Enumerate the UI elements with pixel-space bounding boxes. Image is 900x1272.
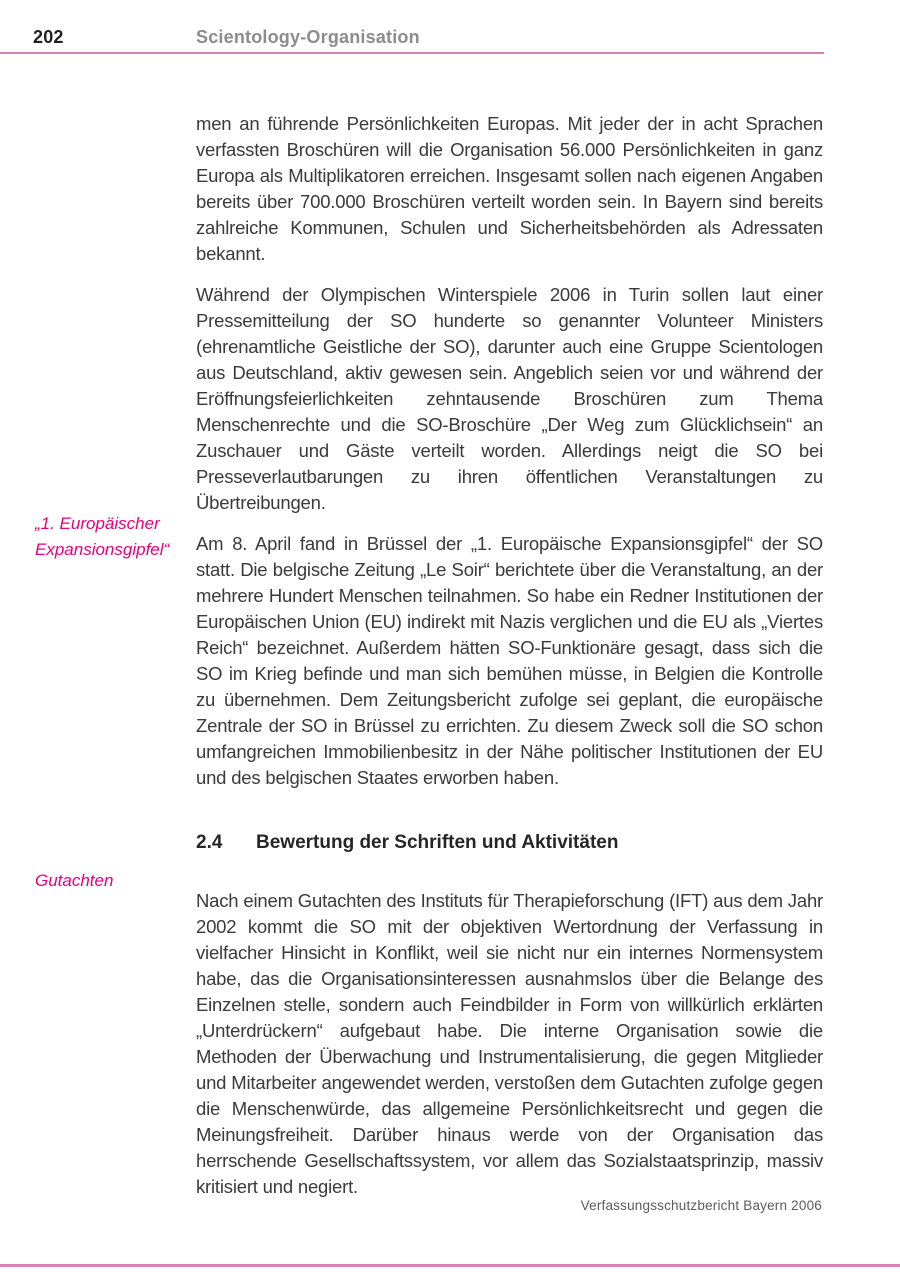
paragraph-gutachten: Nach einem Gutachten des Instituts für Therapieforschung (IFT) aus dem Jahr 2002 kommt die SO mit der objektiven Wertordnung der Verfassung in vielfacher Hinsicht in Konflikt, weil sie nicht nur ein internes Normensystem habe, das die Organisationsinteressen ausnahmslos über die Belange des Einzelnen stelle, sondern auch Feindbilder in Form von willkürlich erklärten „Unterdrückern“ aufgebaut habe. Die interne Organisation sowie die Methoden der Überwachung und Instrumentalisierung, die gegen Mitglieder und Mitarbeiter angewendet werden, verstoßen dem Gutachten zufolge gegen die Menschenwürde, das allgemeine Persönlichkeitsrecht und gegen die Meinungsfreiheit. Darüber hinaus werde von der Organisation das herrschende Gesellschaftssystem, vor allem das Sozialstaatsprinzip, massiv kritisiert und negiert. xyxy=(196,889,823,1197)
section-heading xyxy=(196,830,823,856)
header-rule xyxy=(0,52,824,54)
section-title: Bewertung der Schriften und Aktivitäten xyxy=(256,832,619,853)
margin-note-expansionsgipfel: „1. Europäischer Expansionsgipfel“ xyxy=(35,514,170,559)
footer-report-title: Verfassungsschutzbericht Bayern 2006 xyxy=(580,1198,822,1213)
paragraph-winterspiele: Während der Olympischen Winterspiele 2006 in Turin sollen laut einer Pressemitteilung der SO hunderte so genannter Volunteer Ministers (ehrenamtliche Geistliche der SO), darunter auch eine Gruppe Scientologen aus Deutschland, aktiv gewesen sein. Angeblich seien vor und während der Eröffnungsfeierlichkeiten zehntausende Broschüren zum Thema Menschenrechte und die SO-Broschüre „Der Weg zum Glücklichsein“ an Zuschauer und Gäste verteilt worden. Allerdings neigt die SO bei Presseverlautbarungen zu ihren öffentlichen Veranstaltungen zu Übertreibungen. xyxy=(196,283,823,513)
footer-rule xyxy=(0,1264,900,1267)
chapter-title: Scientology-Organisation xyxy=(196,27,420,47)
page-number: 202 xyxy=(33,27,64,47)
margin-note-gutachten: Gutachten xyxy=(35,871,114,890)
paragraph-expansionsgipfel: Am 8. April fand in Brüssel der „1. Europäische Expansionsgipfel“ der SO statt. Die belgische Zeitung „Le Soir“ berichtete über die Veranstaltung, an der mehrere Hundert Menschen teilnahmen. So habe ein Redner Institutionen der Europäischen Union (EU) indirekt mit Nazis verglichen und die EU als „Viertes Reich“ bezeichnet. Außerdem hätten SO-Funktionäre gesagt, dass sich die SO im Krieg befinde und man sich bemühen müsse, in Belgien die Kontrolle zu übernehmen. Dem Zeitungsbericht zufolge sei geplant, die europäische Zentrale der SO in Brüssel zu errichten. Zu diesem Zweck soll die SO schon umfangreichen Immobilienbesitz in der Nähe politischer Institutionen der EU und des belgischen Staates erworben haben. xyxy=(196,532,823,788)
section-number: 2.4 xyxy=(196,832,223,853)
paragraph-broschueren: men an führende Persönlichkeiten Europas. Mit jeder der in acht Sprachen verfassten Broschüren will die Organisation 56.000 Persönlichkeiten in ganz Europa als Multiplikatoren erreichen. Insgesamt sollen nach eigenen Angaben bereits über 700.000 Broschüren verteilt worden sein. In Bayern sind bereits zahlreiche Kommunen, Schulen und Sicherheitsbehörden als Adressaten bekannt. xyxy=(196,112,823,264)
